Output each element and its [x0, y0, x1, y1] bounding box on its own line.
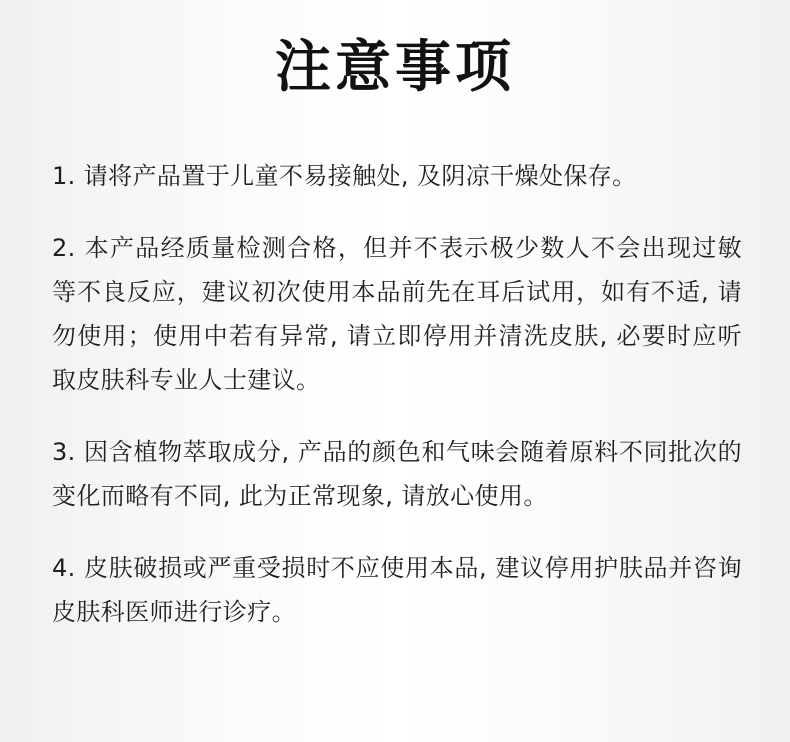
page-title: 注意事项	[275, 35, 515, 100]
notice-item-4: 4. 皮肤破损或严重受损时不应使用本品, 建议停用护肤品并咨询皮肤科医师进行诊疗。	[52, 554, 742, 626]
notice-item-2: 2. 本产品经质量检测合格，但并不表示极少数人不会出现过敏等不良反应，建议初次使用本品前先在耳后试用，如有不适, 请勿使用；使用中若有异常, 请立即停用并清洗皮肤, 必要时应听取皮肤科专业人士建议。	[52, 234, 742, 394]
notice-list	[52, 154, 742, 662]
notice-item-1: 1. 请将产品置于儿童不易接触处, 及阴凉干燥处保存。	[52, 162, 637, 190]
notice-item-3: 3. 因含植物萃取成分, 产品的颜色和气味会随着原料不同批次的变化而略有不同, 此为正常现象, 请放心使用。	[52, 438, 742, 510]
